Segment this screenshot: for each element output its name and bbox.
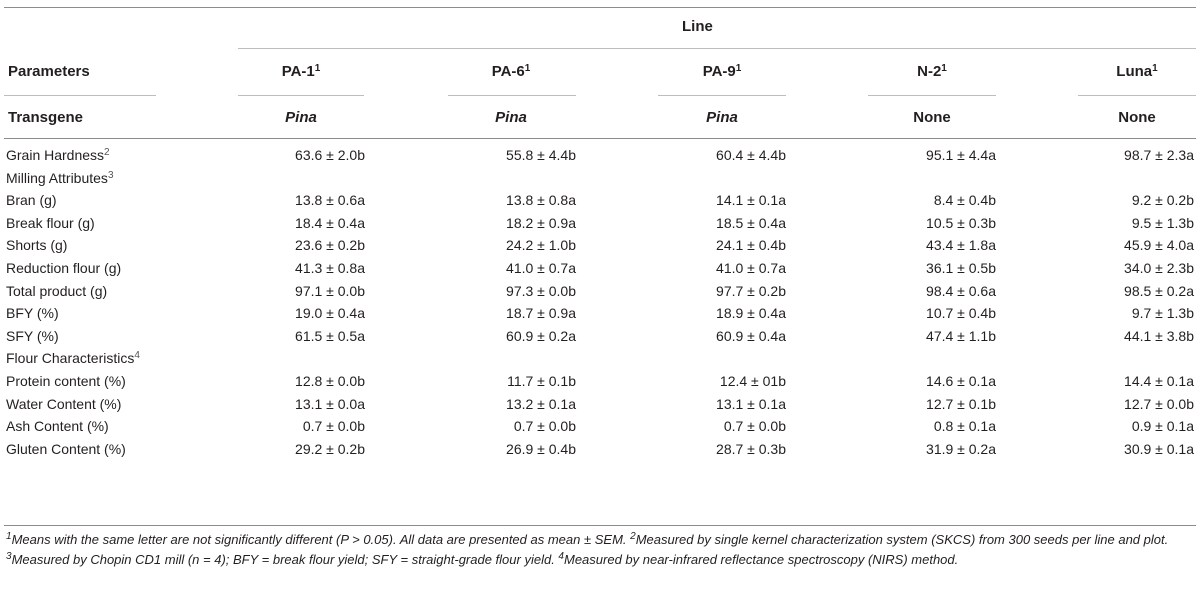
table-cell: 41.3 ± 0.8a — [295, 260, 365, 276]
row-label — [6, 395, 121, 413]
table-cell: 97.7 ± 0.2b — [716, 282, 786, 299]
table-cell: 10.5 ± 0.3b — [926, 214, 996, 231]
row-label — [6, 259, 121, 277]
row-label-text: Break flour (g) — [6, 214, 95, 231]
table-cell: 98.7 ± 2.3a — [1124, 147, 1194, 163]
table-cell: 30.9 ± 0.1a — [1124, 440, 1194, 457]
table-cell: 9.7 ± 1.3b — [1131, 305, 1194, 322]
table-cell: 23.6 ± 0.2b — [295, 237, 365, 254]
transgene-cell: None — [1118, 109, 1156, 126]
row-label — [6, 236, 67, 254]
table-cell: 41.0 ± 0.7a — [506, 260, 576, 276]
table-cell: 13.8 ± 0.6a — [295, 192, 365, 209]
row-label — [6, 146, 110, 164]
table-cell: 0.9 ± 0.1a — [1131, 418, 1194, 435]
table-cell: 29.2 ± 0.2b — [295, 440, 365, 457]
table-cell: 61.5 ± 0.5a — [295, 327, 365, 344]
table-cell: 97.1 ± 0.0b — [295, 282, 365, 299]
table-cell: 44.1 ± 3.8b — [1124, 327, 1194, 344]
table-cell: 13.8 ± 0.8a — [506, 192, 576, 209]
table-cell: 0.8 ± 0.1a — [933, 418, 996, 435]
top-rule — [4, 7, 1196, 8]
col-underline-5 — [1078, 95, 1196, 96]
row-label — [6, 349, 140, 367]
col-underline-4 — [868, 95, 996, 96]
col-underline-3 — [658, 95, 786, 96]
row-label-text: Grain Hardness — [6, 147, 105, 163]
table-cell: 31.9 ± 0.2a — [926, 440, 996, 457]
table-bottom-rule — [4, 525, 1196, 526]
row-label-text: Flour Characteristics — [6, 350, 135, 367]
table-cell: 12.7 ± 0.0b — [1124, 395, 1194, 412]
row-label-text: Water Content (%) — [6, 395, 122, 412]
params-underline — [4, 95, 156, 96]
table-cell: 12.8 ± 0.0b — [295, 373, 365, 389]
parameters-header: Parameters — [8, 63, 90, 80]
table-cell: 12.7 ± 0.1b — [926, 395, 996, 412]
footnote-marker: 1 — [735, 63, 742, 74]
footnote-marker: 1 — [941, 63, 947, 74]
table-cell: 13.2 ± 0.1a — [506, 395, 576, 412]
column-header-label: PA-1 — [281, 63, 315, 80]
footnote-text: Measured by single kernel characterization system (SKCS) from 300 seeds per line and plot. — [635, 532, 1169, 547]
table-cell: 18.2 ± 0.9a — [506, 214, 576, 231]
row-label — [6, 327, 59, 345]
table-cell: 36.1 ± 0.5b — [926, 260, 996, 276]
table-cell: 18.4 ± 0.4a — [295, 214, 365, 231]
table-cell: 47.4 ± 1.1b — [926, 327, 996, 344]
table-cell: 13.1 ± 0.0a — [295, 395, 365, 412]
row-label — [6, 282, 107, 300]
table-cell: 18.5 ± 0.4a — [716, 214, 786, 231]
table-cell: 63.6 ± 2.0b — [295, 147, 365, 163]
row-label-text: SFY (%) — [6, 327, 59, 344]
column-header-label: PA-6 — [491, 63, 525, 80]
footnote-text: Measured by near-infrared reflectance spectroscopy (NIRS) method. — [563, 552, 959, 567]
transgene-cell: Pina — [706, 109, 738, 126]
transgene-header: Transgene — [8, 109, 84, 126]
row-label — [6, 214, 95, 232]
row-label-text: Bran (g) — [6, 192, 57, 209]
footnote-marker: 1 — [6, 531, 12, 542]
table-cell: 14.6 ± 0.1a — [926, 373, 996, 389]
row-label-text: Shorts (g) — [6, 237, 68, 254]
footnote-marker: 1 — [524, 63, 531, 74]
row-label — [6, 169, 114, 187]
table-cell: 60.9 ± 0.4a — [716, 327, 786, 344]
table-cell: 95.1 ± 4.4a — [926, 147, 996, 163]
table-cell: 11.7 ± 0.1b — [507, 373, 576, 389]
header-bottom-rule — [4, 138, 1196, 139]
table-cell: 28.7 ± 0.3b — [716, 440, 786, 457]
row-label-text: Total product (g) — [6, 282, 108, 299]
table-cell: 19.0 ± 0.4a — [295, 305, 365, 322]
table-cell: 18.7 ± 0.9a — [506, 305, 576, 322]
table-cell: 45.9 ± 4.0a — [1124, 237, 1194, 254]
column-header — [662, 63, 782, 81]
table-cell: 97.3 ± 0.0b — [506, 282, 576, 299]
column-header-label: Luna — [1116, 63, 1153, 80]
line-group-rule — [238, 48, 1196, 49]
transgene-cell: None — [913, 109, 951, 126]
row-label-text: Milling Attributes — [6, 169, 108, 186]
footnote-marker: 4 — [134, 350, 140, 362]
column-header — [1077, 63, 1197, 81]
footnote-marker: 1 — [314, 63, 321, 74]
column-header — [241, 63, 361, 81]
row-label — [6, 372, 126, 390]
table-cell: 8.4 ± 0.4b — [933, 192, 996, 209]
table-cell: 0.7 ± 0.0b — [302, 418, 365, 435]
line-group-header: Line — [682, 18, 713, 35]
table-cell: 24.1 ± 0.4b — [716, 237, 786, 254]
table-cell: 0.7 ± 0.0b — [723, 418, 786, 435]
table-cell: 34.0 ± 2.3b — [1124, 260, 1194, 276]
table-cell: 14.4 ± 0.1a — [1124, 373, 1194, 389]
table-footnote — [6, 530, 1196, 570]
table-cell: 13.1 ± 0.1a — [716, 395, 786, 412]
column-header — [451, 63, 571, 81]
table-cell: 18.9 ± 0.4a — [716, 305, 786, 322]
col-underline-1 — [238, 95, 364, 96]
footnote-marker: 3 — [107, 169, 114, 181]
column-header — [872, 63, 992, 81]
column-header-label: PA-9 — [702, 63, 736, 80]
table-cell: 43.4 ± 1.8a — [926, 237, 996, 254]
table-cell: 26.9 ± 0.4b — [506, 440, 576, 457]
table-cell: 12.4 ± 01b — [719, 373, 786, 389]
column-header-label: N-2 — [917, 63, 942, 80]
table-cell: 0.7 ± 0.0b — [513, 418, 576, 435]
table-cell: 24.2 ± 1.0b — [506, 237, 576, 254]
footnote-text: Means with the same letter are not significantly different (P > 0.05). All data are presented as mean ± SEM. — [11, 532, 631, 547]
row-label — [6, 191, 57, 209]
table-cell: 14.1 ± 0.1a — [716, 192, 786, 209]
footnote-marker: 3 — [6, 551, 12, 562]
footnote-text: Measured by Chopin CD1 mill (n = 4); BFY = break flour yield; SFY = straight-grade flour yield. — [11, 552, 559, 567]
transgene-cell: Pina — [285, 109, 317, 126]
row-label-text: Protein content (%) — [6, 373, 126, 389]
row-label — [6, 304, 59, 322]
row-label — [6, 440, 126, 458]
footnote-marker: 2 — [104, 147, 110, 158]
table-cell: 60.9 ± 0.2a — [506, 327, 576, 344]
table-cell: 60.4 ± 4.4b — [716, 147, 786, 163]
table-cell: 98.5 ± 0.2a — [1124, 282, 1194, 299]
row-label — [6, 417, 109, 435]
row-label-text: Reduction flour (g) — [6, 260, 122, 276]
footnote-marker: 2 — [630, 531, 636, 542]
table-cell: 55.8 ± 4.4b — [506, 147, 576, 163]
table-cell: 9.2 ± 0.2b — [1131, 192, 1194, 209]
footnote-marker: 1 — [1152, 63, 1158, 74]
table-cell: 41.0 ± 0.7a — [716, 260, 786, 276]
row-label-text: Gluten Content (%) — [6, 440, 126, 457]
table-cell: 10.7 ± 0.4b — [926, 305, 996, 322]
row-label-text: BFY (%) — [6, 305, 59, 322]
col-underline-2 — [448, 95, 576, 96]
table-cell: 9.5 ± 1.3b — [1131, 214, 1194, 231]
table-cell: 98.4 ± 0.6a — [926, 282, 996, 299]
transgene-cell: Pina — [495, 109, 527, 126]
row-label-text: Ash Content (%) — [6, 418, 109, 435]
footnote-marker: 4 — [558, 551, 564, 562]
